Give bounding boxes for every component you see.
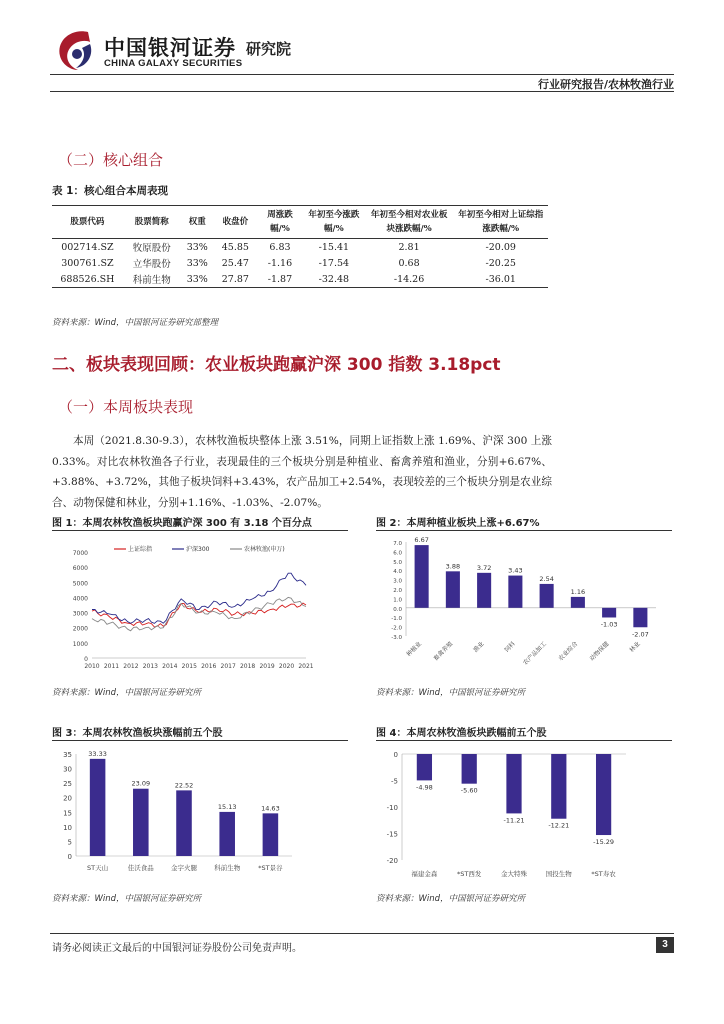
y-tick-label: 2000	[72, 625, 88, 633]
y-tick-label: 5000	[72, 580, 88, 588]
bar	[477, 573, 491, 608]
table-cell: 002714.SZ	[61, 241, 114, 253]
bar	[540, 584, 554, 608]
bar	[446, 571, 460, 607]
data-label: 23.09	[131, 779, 151, 788]
y-tick-label: 10	[63, 823, 72, 832]
y-tick-label: 20	[63, 794, 72, 803]
table-cell: -14.26	[365, 271, 454, 288]
category-label: 金字火腿	[171, 864, 197, 872]
data-label: 2.54	[539, 574, 554, 583]
y-tick-label: -3.0	[391, 635, 402, 641]
x-tick-label: 2017	[220, 663, 236, 670]
table-cell: 0.68	[398, 257, 420, 269]
table-cell: 牧原股份	[132, 243, 171, 254]
bar	[176, 790, 192, 856]
table-cell: 688526.SH	[52, 271, 123, 288]
x-tick-label: 2013	[142, 663, 159, 670]
data-label: -2.07	[631, 630, 649, 639]
fig3-rule	[52, 740, 348, 741]
bar	[602, 608, 616, 618]
data-label: 3.88	[445, 562, 461, 571]
table-cell: -20.25	[485, 257, 516, 269]
fig3-caption: 图 3：本周农林牧渔板块涨幅前五个股	[52, 728, 223, 739]
summary-paragraph: 本周（2021.8.30-9.3），农林牧渔板块整体上涨 3.51%，同期上证指数上涨 1.69%、沪深 300 上涨 0.33%。对比农林牧渔各子行业，表现最佳的三个板块分别是种植业、畜禽养殖和渔业，分别+6.67%、+3.88%、+3.72%，其他子板块饲料+3.43%，农产品加工+2.54%，表现较差的三个板块分别是农业综合、动物保健和林业，分别+1.16%、-1.03%、-2.07%。	[52, 435, 552, 509]
bar	[415, 545, 429, 608]
x-tick-label: 2018	[239, 663, 256, 670]
bar	[219, 812, 235, 856]
data-label: 14.63	[261, 804, 280, 813]
table-cell: 科前生物	[123, 271, 181, 288]
header-divider	[50, 74, 674, 75]
data-label: 33.33	[88, 749, 107, 758]
table-cell: 45.85	[221, 241, 249, 253]
x-tick-label: 2021	[298, 663, 314, 670]
data-label: 1.16	[570, 587, 586, 596]
category-label: 金大特殊	[501, 870, 527, 878]
y-tick-label: 25	[63, 780, 72, 789]
fig4-rule	[376, 740, 672, 741]
y-tick-label: 1.0	[393, 597, 402, 604]
weekly-heading: （一）本周板块表现	[58, 398, 194, 416]
data-label: 3.43	[508, 566, 523, 575]
fig4-caption: 图 4：本周农林牧渔板块跌幅前五个股	[376, 728, 547, 739]
y-tick-label: 3.0	[393, 578, 402, 585]
bar	[506, 754, 521, 813]
bar	[596, 754, 611, 835]
footer-divider	[50, 933, 674, 934]
table-cell: 25.47	[221, 257, 249, 269]
x-tick-label: 2011	[103, 663, 120, 670]
category-label: ST天山	[87, 864, 109, 872]
category-label: 种植业	[405, 640, 424, 659]
table-caption: 表 1：核心组合本周表现	[52, 185, 168, 197]
table-cell: -15.41	[318, 241, 350, 253]
fig4-source: 资料来源：Wind，中国银河证券研究所	[376, 894, 526, 904]
category-label: 农业综合	[557, 640, 580, 663]
col-header: 年初至今相对农业板块涨跌幅/%	[365, 206, 454, 239]
category-label: 国投生物	[545, 870, 572, 878]
x-tick-label: 2010	[84, 663, 100, 670]
y-tick-label: 2.0	[393, 588, 402, 594]
data-label: 6.67	[414, 536, 429, 545]
disclaimer-text: 请务必阅读正文最后的中国银河证券股份公司免责声明。	[52, 943, 302, 954]
category-label: *ST西发	[457, 870, 482, 878]
table-cell: -1.87	[257, 271, 303, 288]
y-tick-label: 7000	[72, 550, 88, 557]
core-portfolio-heading: （二）核心组合	[58, 151, 164, 169]
fig1-caption: 图 1：本周农林牧渔板块跑赢沪深 300 有 3.18 个百分点	[52, 518, 312, 529]
category-label: 饲料	[503, 640, 517, 654]
col-header: 收盘价	[214, 206, 257, 239]
galaxy-logo-icon	[50, 26, 100, 76]
data-label: -5.60	[460, 786, 478, 795]
table-cell: 立华股份	[132, 259, 171, 270]
table-cell: 27.87	[214, 271, 257, 288]
table-cell: -20.09	[485, 241, 516, 253]
y-tick-label: 6.0	[393, 550, 402, 557]
col-header: 年初至今相对上证综指涨跌幅/%	[454, 206, 548, 239]
bar	[263, 813, 279, 856]
fig1-source: 资料来源：Wind，中国银河证券研究所	[52, 688, 202, 698]
x-tick-label: 2019	[259, 663, 275, 670]
index-trend-chart	[52, 536, 348, 676]
y-tick-label: 7.0	[393, 541, 402, 547]
y-tick-label: -20	[386, 857, 398, 865]
col-header: 周涨跌幅/%	[257, 206, 303, 239]
y-tick-label: -1.0	[391, 616, 402, 623]
data-label: 3.72	[476, 563, 492, 572]
data-label: -4.98	[415, 783, 433, 792]
table-cell: 33%	[186, 241, 208, 253]
bar	[462, 754, 477, 784]
table-cell: 2.81	[398, 241, 420, 253]
category-label: 畜禽养殖	[432, 640, 455, 663]
category-label: *ST景谷	[258, 864, 283, 872]
bar	[571, 597, 585, 608]
category-label: 动物保健	[588, 640, 611, 663]
category-label: 渔业	[472, 640, 486, 654]
fig2-rule	[376, 530, 672, 531]
table-row	[52, 255, 548, 271]
series-line	[92, 573, 306, 623]
brand-name-cn: 中国银河证券	[104, 36, 236, 60]
data-label: -1.03	[600, 620, 618, 629]
y-tick-label: 0	[67, 853, 72, 861]
fig3-source: 资料来源：Wind，中国银河证券研究所	[52, 894, 202, 904]
legend-label: 上证综指	[128, 546, 153, 553]
top-gainers-chart	[52, 744, 348, 884]
x-tick-label: 2014	[162, 663, 178, 670]
institute-name: 研究院	[246, 40, 292, 58]
section-title: 二、板块表现回顾：农业板块跑赢沪深 300 指数 3.18pct	[52, 355, 501, 375]
category-label: 科前生物	[214, 864, 241, 872]
y-tick-label: -10	[386, 804, 398, 812]
series-line	[92, 597, 306, 630]
col-header: 年初至今涨跌幅/%	[303, 206, 364, 239]
y-tick-label: 5	[67, 838, 72, 847]
legend-label: 农林牧渔(申万)	[244, 546, 285, 553]
category-label: 福建金森	[411, 870, 438, 878]
col-header: 权重	[181, 206, 214, 239]
y-tick-label: 5.0	[393, 559, 402, 566]
y-tick-label: -2.0	[391, 625, 402, 632]
category-label: 林业	[628, 640, 642, 654]
data-label: 22.52	[174, 781, 194, 790]
col-header: 股票简称	[123, 206, 181, 239]
table-cell: -1.16	[267, 257, 293, 269]
legend-label: 沪深300	[186, 546, 210, 553]
table-header-row	[52, 206, 548, 239]
x-tick-label: 2016	[201, 663, 217, 670]
table-cell: -17.54	[318, 257, 350, 269]
sub-sector-bar-chart	[376, 536, 672, 676]
core-portfolio-table	[52, 205, 548, 288]
x-tick-label: 2015	[181, 663, 197, 670]
table-cell: 6.83	[269, 241, 291, 253]
category-label: *ST寿农	[591, 870, 616, 878]
fig2-source: 资料来源：Wind，中国银河证券研究所	[376, 688, 526, 698]
y-tick-label: 0	[393, 751, 398, 759]
bar	[417, 754, 432, 780]
bar	[551, 754, 566, 819]
y-tick-label: 3000	[72, 610, 88, 618]
bar	[508, 576, 522, 608]
y-tick-label: 0	[84, 656, 88, 663]
header-divider-2	[50, 91, 674, 92]
fig2-caption: 图 2：本周种植业板块上涨+6.67%	[376, 518, 540, 529]
y-tick-label: -5	[391, 777, 398, 786]
table-row	[52, 239, 548, 256]
bar	[633, 608, 647, 627]
y-tick-label: 15	[63, 809, 72, 818]
table-row	[52, 271, 548, 288]
table-cell: 33%	[186, 257, 208, 269]
x-tick-label: 2020	[278, 663, 295, 670]
y-tick-label: 6000	[72, 565, 88, 573]
brand-name-en: CHINA GALAXY SECURITIES	[104, 58, 243, 69]
table-cell: 33%	[181, 271, 214, 288]
y-tick-label: 1000	[72, 640, 88, 648]
x-tick-label: 2012	[123, 663, 139, 670]
data-label: -11.21	[503, 816, 525, 825]
y-tick-label: 4.0	[393, 569, 402, 576]
series-line	[92, 603, 306, 627]
table-cell: -36.01	[454, 271, 548, 288]
category-label: 农产品加工	[521, 640, 549, 667]
table-cell: -32.48	[303, 271, 364, 288]
y-tick-label: 4000	[72, 595, 88, 603]
col-header: 股票代码	[52, 206, 123, 239]
report-tag: 行业研究报告/农林牧渔行业	[537, 78, 674, 91]
y-tick-label: 30	[63, 765, 72, 774]
table-source: 资料来源：Wind，中国银河证券研究部整理	[52, 318, 219, 328]
data-label: 15.13	[217, 802, 237, 811]
category-label: 佳沃食品	[127, 864, 154, 872]
top-losers-chart	[376, 744, 672, 884]
data-label: -15.29	[593, 838, 615, 847]
fig1-rule	[52, 530, 348, 531]
y-tick-label: 0.0	[393, 606, 402, 613]
bar	[133, 789, 149, 856]
page-number: 3	[656, 937, 674, 953]
bar	[90, 759, 106, 856]
data-label: -12.21	[548, 821, 570, 830]
y-tick-label: -15	[386, 830, 398, 839]
y-tick-label: 35	[63, 751, 72, 759]
table-cell: 300761.SZ	[61, 257, 114, 269]
